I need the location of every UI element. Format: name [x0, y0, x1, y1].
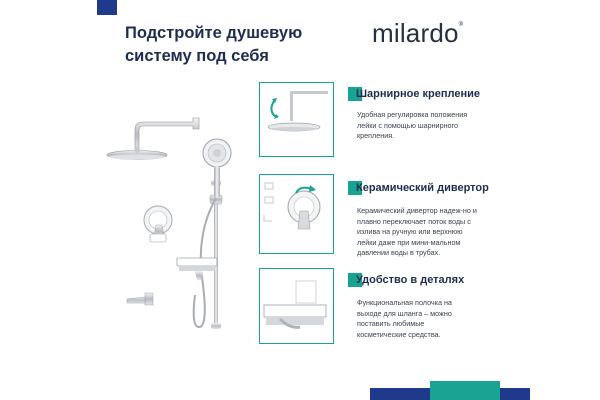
- shelf-detail-image: [260, 269, 332, 342]
- feature-desc-swivel: Удобная регулировка положения лейки с помощью шарнирного крепления.: [357, 110, 468, 140]
- feature-title-swivel: Шарнирное крепление: [356, 88, 481, 100]
- feature-title-diverter: Керамический дивертор: [356, 182, 489, 194]
- shower-system-illustration: [95, 95, 255, 335]
- page-title: [125, 22, 345, 68]
- shower-mixer: [144, 206, 172, 242]
- slide-rail: [210, 180, 222, 329]
- feature-desc-diverter: Керамический дивертор надеж-но и плавно переключает поток воды с излива на ручную или верхнюю лейки даже при мини-мальном давлении воды в трубах.: [357, 206, 477, 257]
- brand-name: milardo: [372, 18, 459, 48]
- headline-line-2: систему под себя: [125, 47, 269, 65]
- feature-desc-details: Функциональная полочка на выходе для шланга – можно поставить любимые косметические средства.: [357, 298, 452, 339]
- swivel-joint-panel: [259, 82, 334, 157]
- brand-logo: [372, 18, 463, 49]
- overhead-shower-head: [107, 118, 199, 160]
- hand-shower: [203, 139, 231, 198]
- feature-title-details: Удобство в деталях: [356, 274, 465, 286]
- brand-registered-mark: ®: [458, 22, 464, 28]
- ceramic-diverter-image: [260, 175, 332, 252]
- ceramic-diverter-panel: [259, 174, 334, 254]
- rotate-arrow-icon: [271, 101, 276, 117]
- bath-spout: [127, 293, 153, 305]
- swivel-joint-image: [260, 83, 332, 155]
- corner-accent: [97, 0, 117, 15]
- headline-line-1: Подстройте душевую: [125, 24, 303, 42]
- bottom-accent-teal: [430, 381, 500, 400]
- shelf-detail-panel: [259, 268, 334, 344]
- shower-shelf: [177, 258, 217, 280]
